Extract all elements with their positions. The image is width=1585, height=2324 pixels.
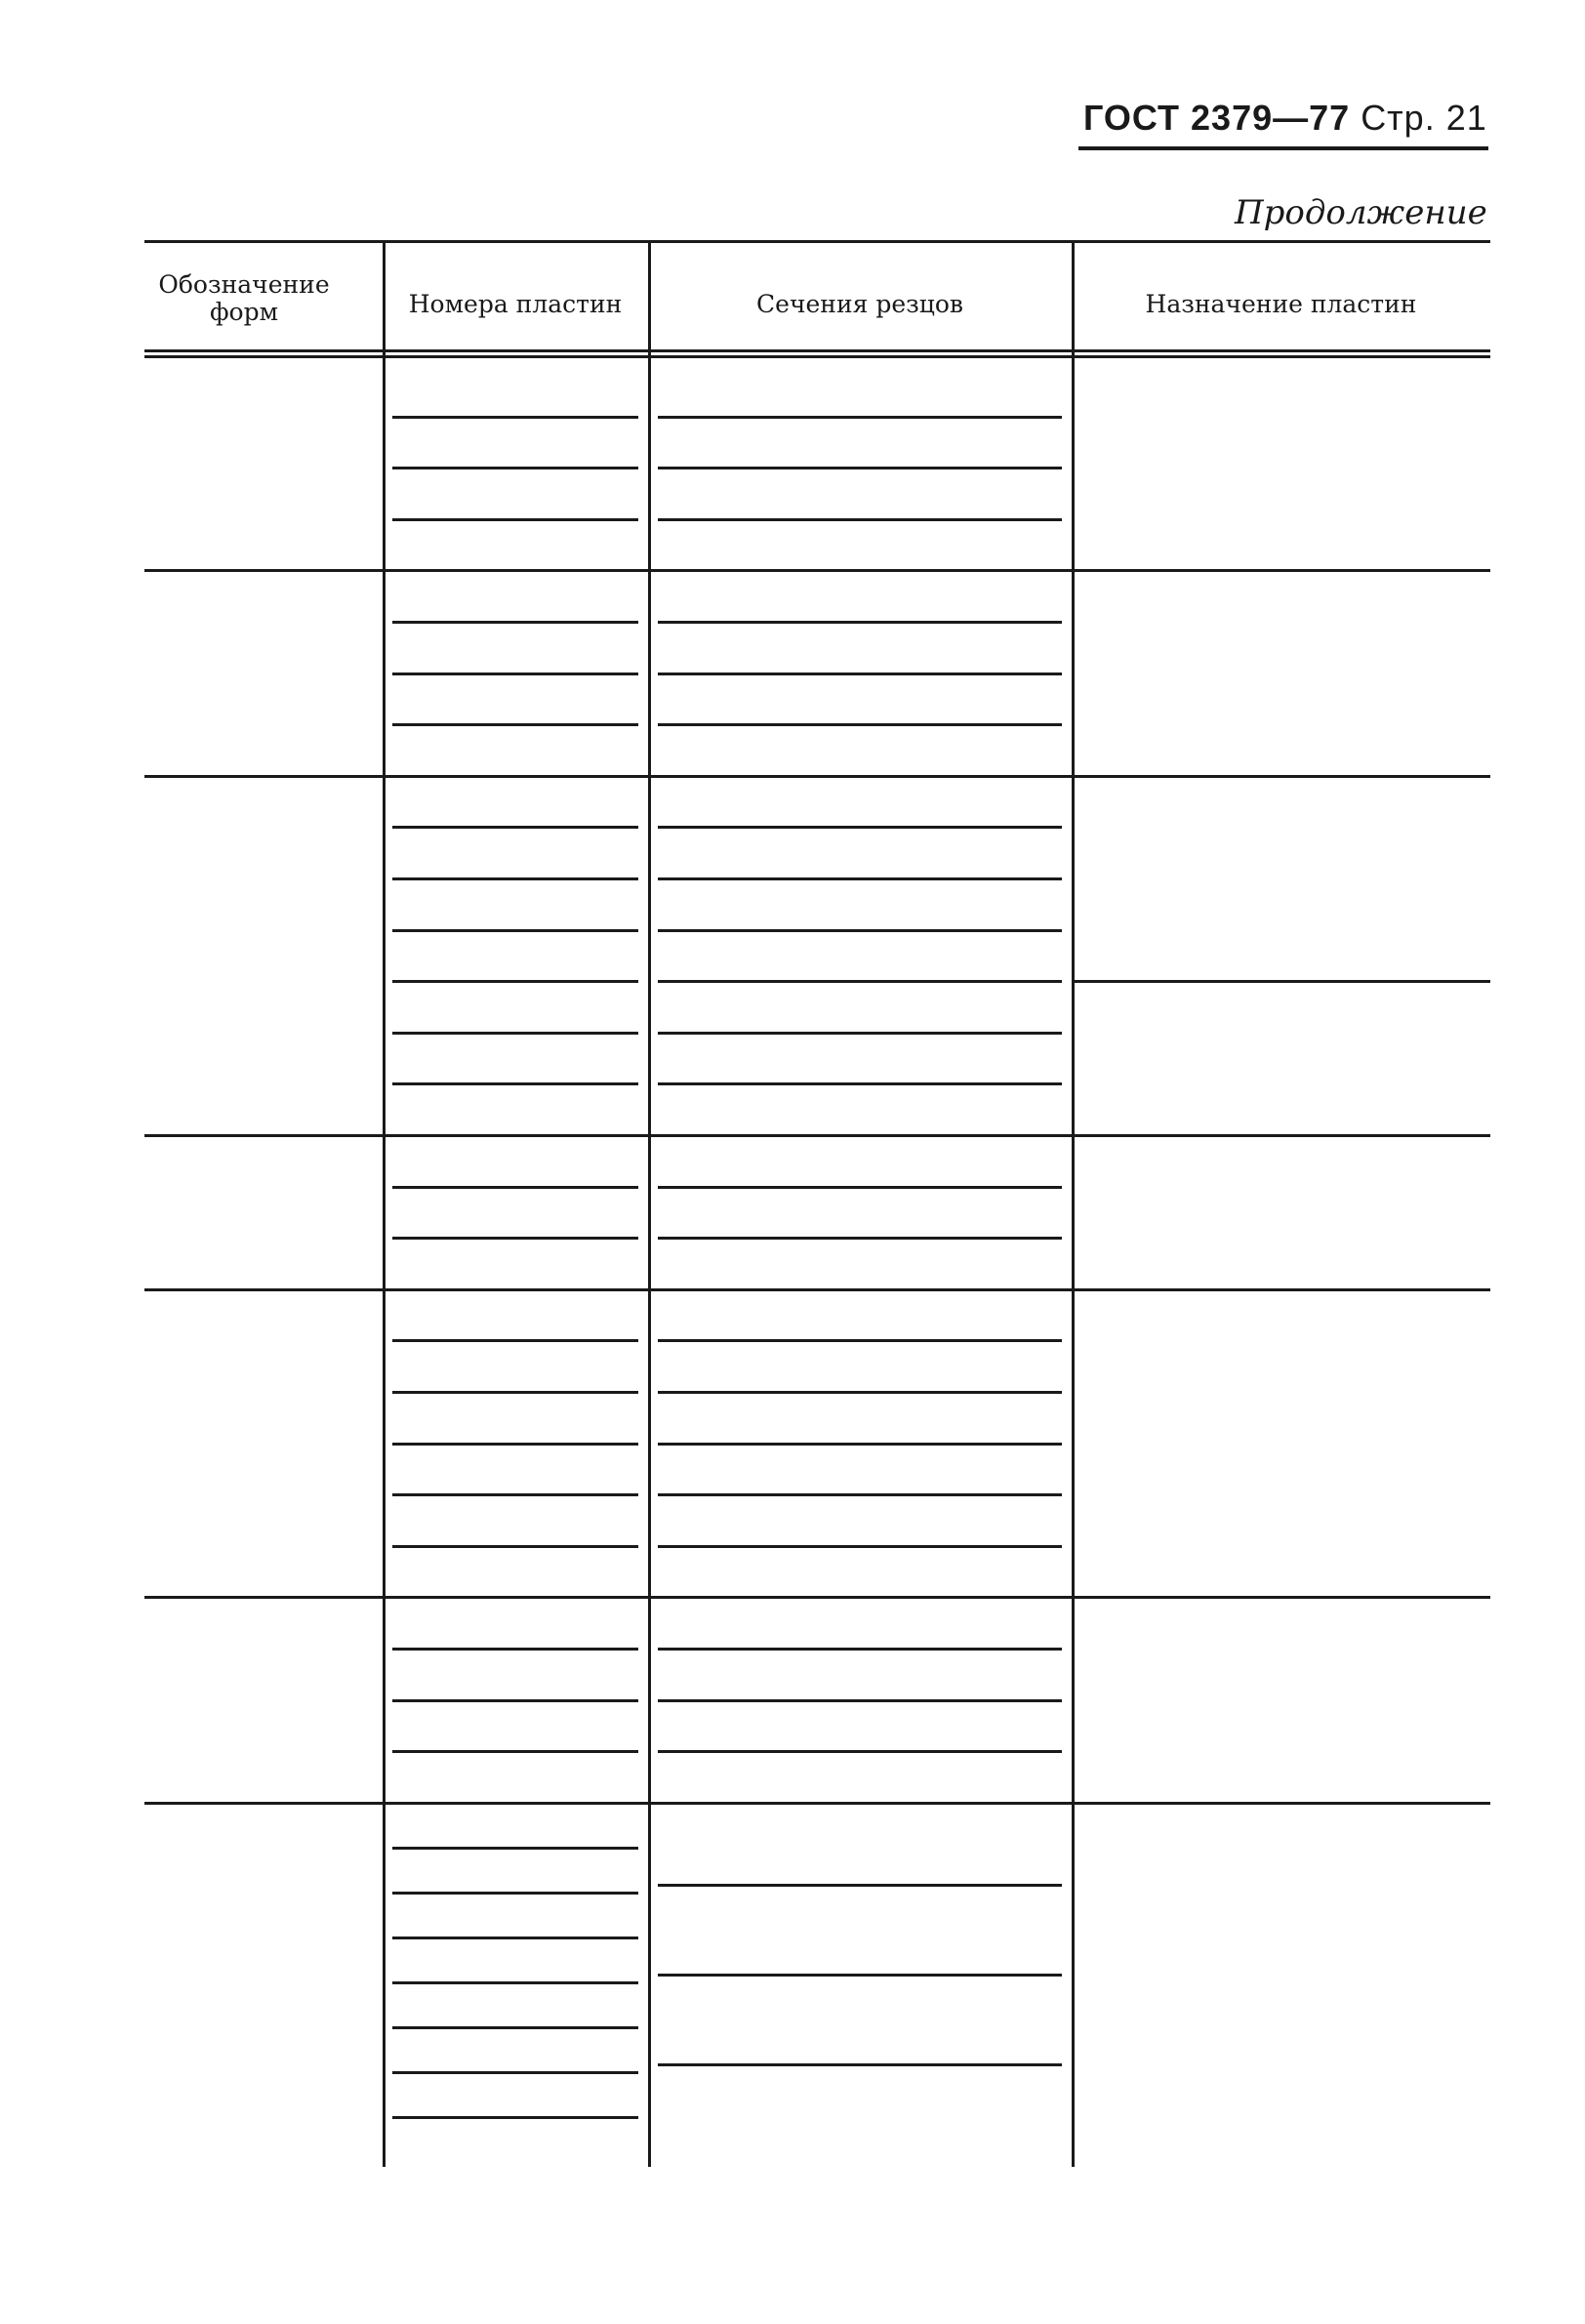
row-rule (658, 1237, 1062, 1240)
row-rule (392, 1391, 638, 1394)
row-rule (392, 1186, 638, 1189)
row-rule (392, 1648, 638, 1651)
row-rule (392, 673, 638, 675)
row-rule (658, 1082, 1062, 1085)
group-rule (144, 1596, 1490, 1599)
row-rule (658, 1974, 1062, 1977)
row-rule (392, 621, 638, 624)
row-rule (658, 1186, 1062, 1189)
row-rule (658, 1032, 1062, 1035)
row-rule (392, 877, 638, 880)
row-rule (392, 518, 638, 521)
row-rule (392, 1443, 638, 1446)
col-header-form: Обозначение форм (158, 270, 330, 326)
row-rule (658, 2063, 1062, 2066)
column-rule (383, 240, 386, 2167)
row-rule (658, 1884, 1062, 1887)
row-rule (392, 1892, 638, 1895)
row-rule (392, 2071, 638, 2074)
row-rule (658, 621, 1062, 624)
row-rule (658, 1339, 1062, 1342)
row-rule (392, 1082, 638, 1085)
row-rule (658, 826, 1062, 829)
row-rule (392, 1237, 638, 1240)
row-rule (392, 1032, 638, 1035)
row-rule (392, 1981, 638, 1984)
row-rule (392, 1937, 638, 1939)
col-header-sections: Сечения резцов (756, 290, 963, 318)
row-rule (658, 1545, 1062, 1548)
row-rule (392, 2026, 638, 2029)
row-rule (392, 1493, 638, 1496)
row-rule (392, 467, 638, 469)
header-bottom-rule (144, 349, 1490, 352)
col-header-purpose: Назначение пластин (1145, 290, 1417, 318)
row-rule (392, 2116, 638, 2119)
row-rule (392, 1847, 638, 1850)
row-rule (392, 1750, 638, 1753)
row-rule (658, 518, 1062, 521)
header-bottom-rule-2 (144, 355, 1490, 358)
row-rule (658, 1493, 1062, 1496)
group-rule (144, 775, 1490, 778)
row-rule (658, 467, 1062, 469)
purpose-rule (1072, 980, 1490, 983)
row-rule (392, 1545, 638, 1548)
group-rule (144, 1802, 1490, 1805)
row-rule (392, 980, 638, 983)
row-rule (658, 673, 1062, 675)
table-top-rule (144, 240, 1490, 243)
row-rule (658, 723, 1062, 726)
row-rule (658, 416, 1062, 419)
row-rule (658, 1391, 1062, 1394)
column-rule (1072, 240, 1075, 2167)
row-rule (392, 1339, 638, 1342)
group-rule (144, 1134, 1490, 1137)
row-rule (392, 929, 638, 932)
page-number: Стр. 21 (1361, 98, 1487, 138)
row-rule (392, 826, 638, 829)
continued-label: Продолжение (1235, 193, 1487, 232)
col-header-numbers: Номера пластин (408, 290, 623, 318)
row-rule (658, 1699, 1062, 1702)
column-rule (648, 240, 651, 2167)
row-rule (658, 980, 1062, 983)
doc-number: ГОСТ 2379—77 (1083, 98, 1351, 138)
row-rule (658, 1648, 1062, 1651)
group-rule (144, 569, 1490, 572)
row-rule (392, 416, 638, 419)
row-rule (392, 723, 638, 726)
row-rule (392, 1699, 638, 1702)
row-rule (658, 929, 1062, 932)
group-rule (144, 1288, 1490, 1291)
row-rule (658, 877, 1062, 880)
row-rule (658, 1443, 1062, 1446)
row-rule (658, 1750, 1062, 1753)
